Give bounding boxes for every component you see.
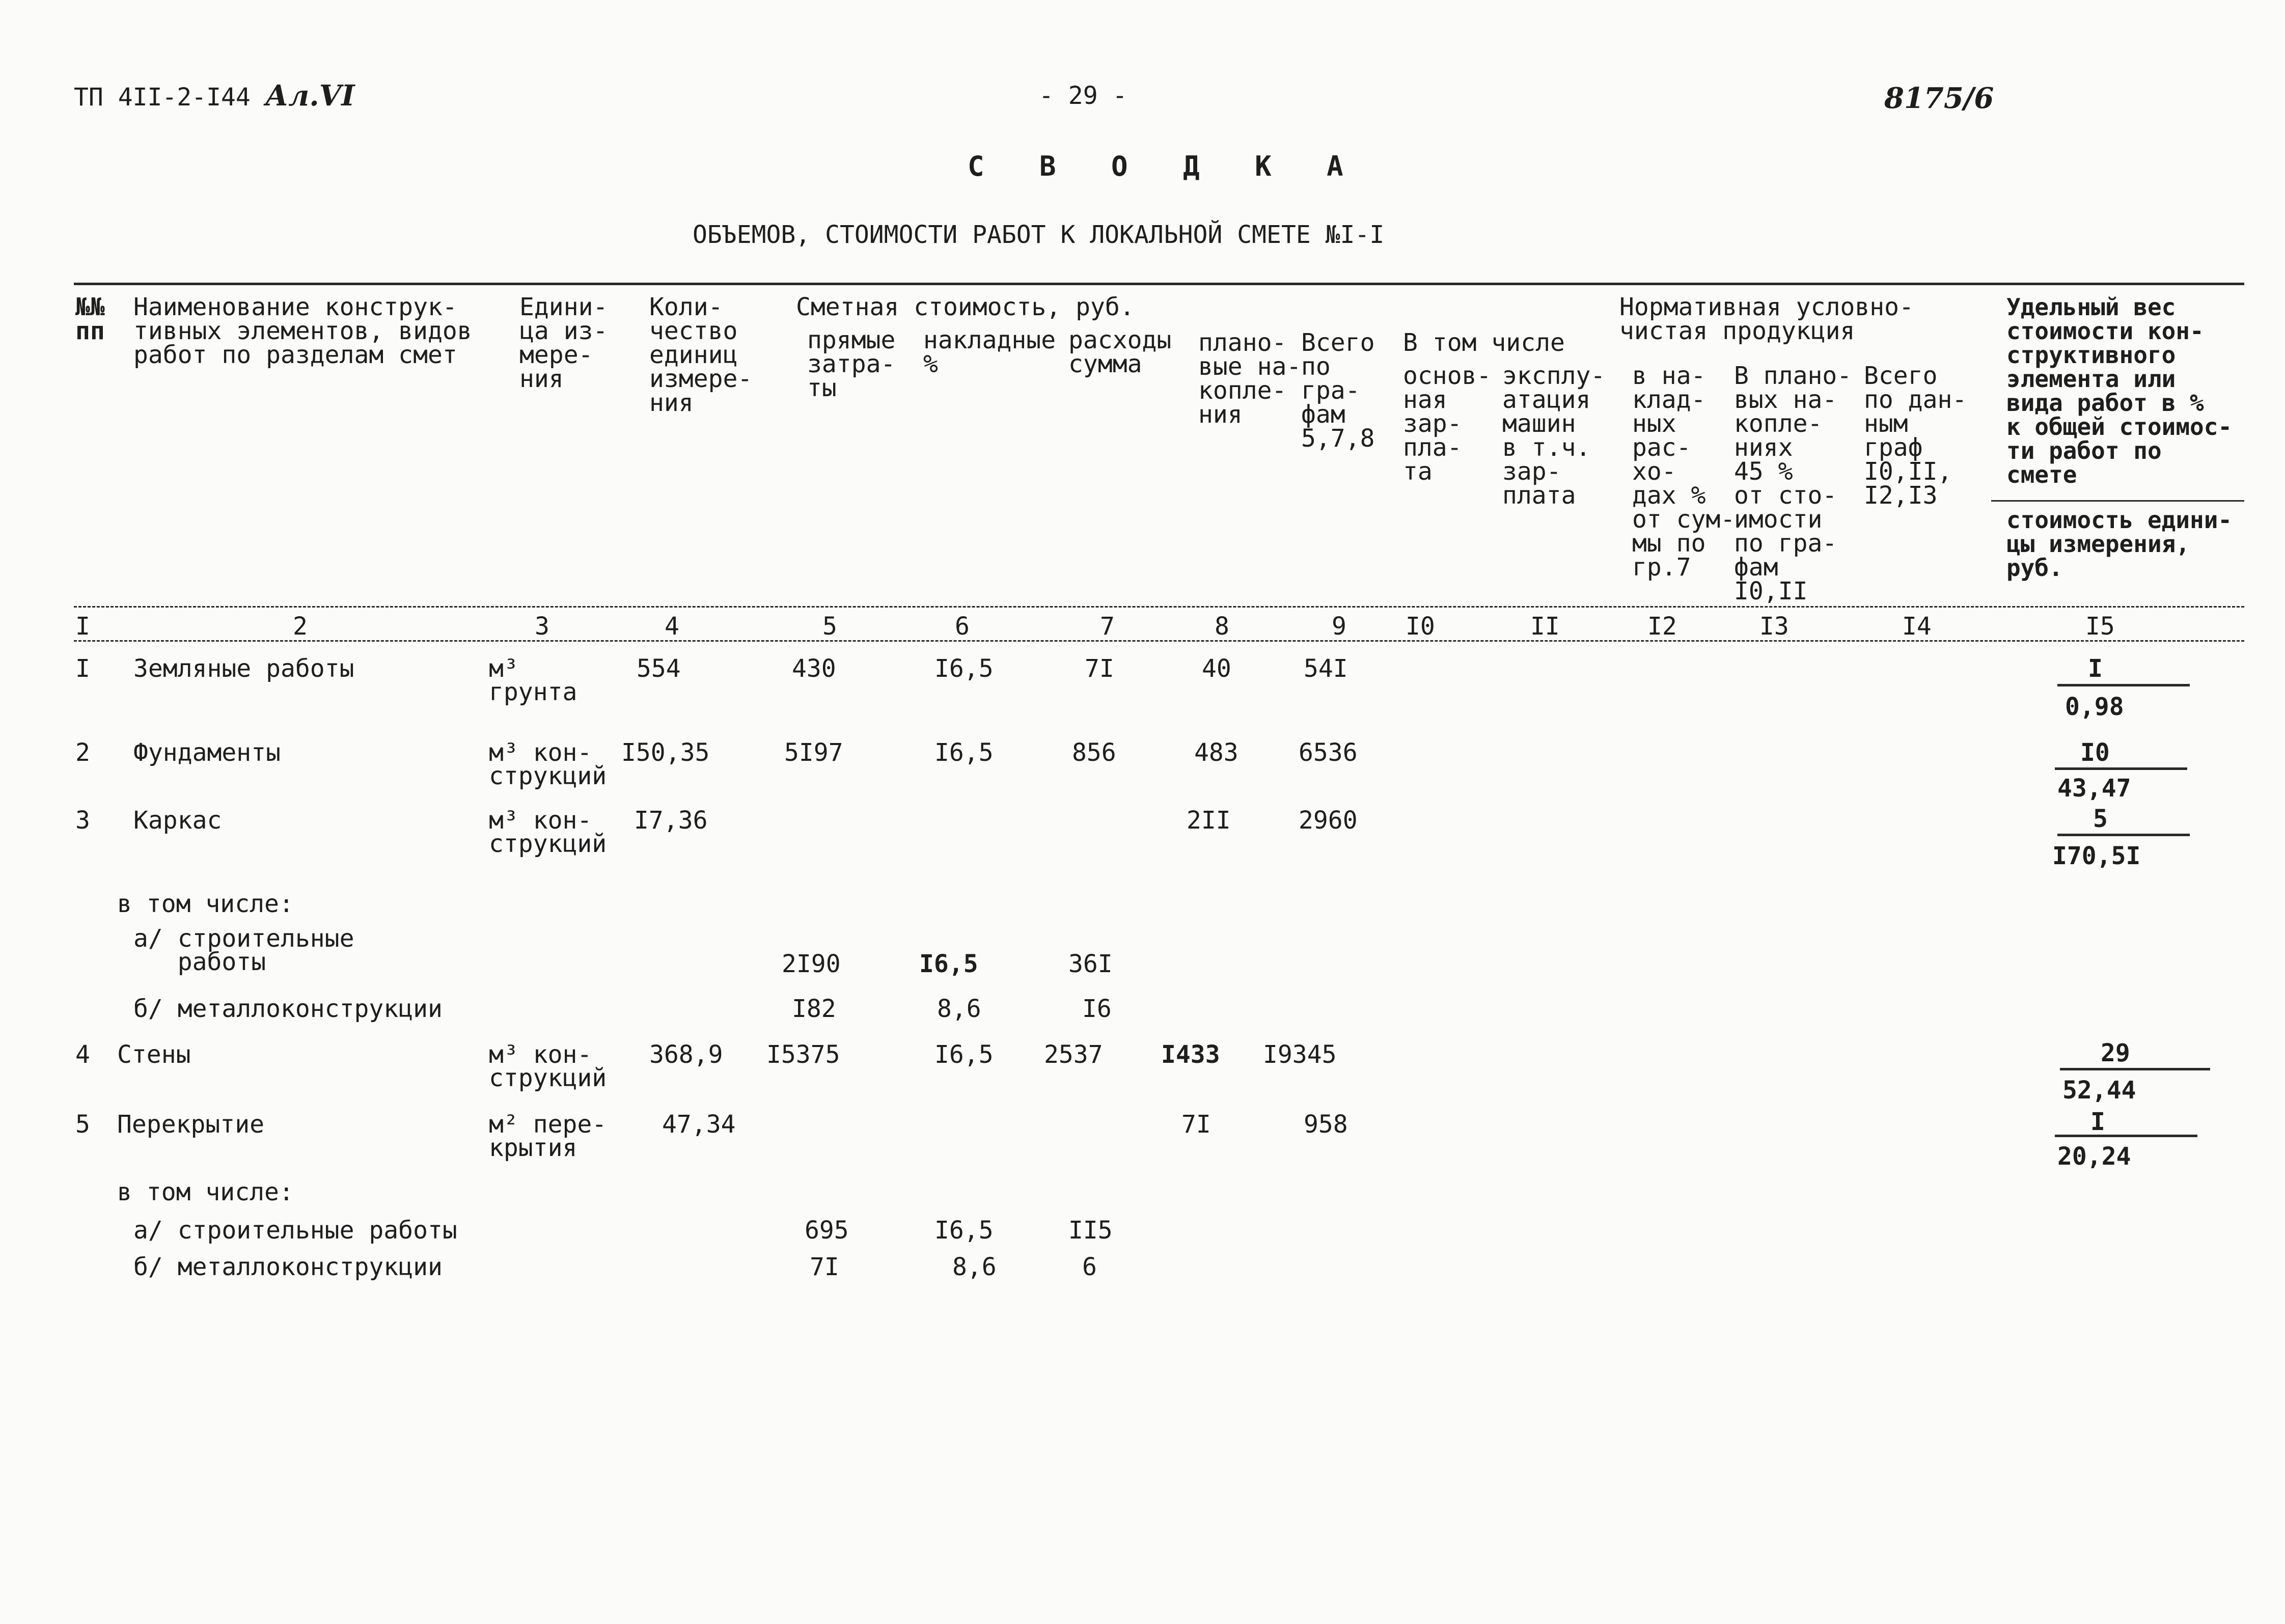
row-planned-savings: 2II (1187, 806, 1231, 835)
column-15-split-rule (1991, 500, 2244, 502)
row-total: I9345 (1263, 1040, 1337, 1069)
header-planned-savings: плано- вые на- копле- ния (1198, 328, 1302, 429)
row-quantity: 368,9 (649, 1040, 723, 1069)
row-direct-costs: 2I90 (782, 950, 841, 978)
colnum-3: 3 (535, 612, 549, 641)
row-overhead-sum: 6 (1082, 1253, 1097, 1281)
colnum-2: 2 (293, 612, 308, 641)
row-direct-costs: I82 (792, 995, 836, 1023)
row-overhead-sum: 2537 (1044, 1040, 1103, 1069)
row-unit-cost: 20,24 (2057, 1142, 2131, 1171)
row-overhead-percent: I6,5 (934, 1040, 994, 1069)
row-number: I (75, 654, 90, 683)
colnum-8: 8 (1215, 612, 1229, 641)
header-base-salary: основ- ная зар- пла- та (1403, 362, 1492, 486)
header-normative-planned: В плано- вых на- копле- ниях 45 % от сто- имости по гра- фам I0,II (1734, 362, 1852, 605)
archive-number: 8175/6 (1884, 81, 1994, 115)
row-overhead-percent: I6,5 (934, 654, 994, 683)
row-unit-cost: I70,5I (2052, 842, 2141, 870)
row-weight-percent: 29 (2101, 1039, 2130, 1067)
colnum-1: I (75, 612, 90, 641)
header-normative-group: Нормативная условно- чистая продукция (1619, 293, 1914, 345)
header-quantity: Коли- чество единиц измере- ния (649, 293, 753, 417)
row-unit: м³ кон- струкций (489, 1040, 607, 1092)
row-name: Каркас (133, 806, 222, 835)
row-planned-savings: I433 (1161, 1040, 1220, 1069)
header-machine-operation: эксплу- атация машин в т.ч. зар- плата (1502, 362, 1606, 510)
row-quantity: I7,36 (634, 806, 708, 835)
colnum-13: I3 (1759, 612, 1789, 641)
table-top-rule (74, 283, 2244, 285)
colnum-6: 6 (955, 612, 970, 641)
header-direct-costs: прямые затра- ты (807, 326, 896, 402)
row-weight-percent: 5 (2093, 805, 2108, 833)
row-name: б/ металлоконструкции (133, 1253, 443, 1281)
row-name: б/ металлоконструкции (133, 995, 443, 1023)
row-overhead-sum: I6 (1082, 995, 1112, 1023)
colnum-12: I2 (1647, 612, 1677, 641)
row-direct-costs: 695 (805, 1216, 849, 1245)
row-weight-percent: I0 (2080, 738, 2110, 767)
colnum-4: 4 (665, 612, 679, 641)
row-number: 4 (75, 1040, 90, 1069)
fraction-line (2057, 684, 2190, 686)
colnum-14: I4 (1902, 612, 1932, 641)
row-number: 2 (75, 738, 90, 767)
row-unit-cost: 52,44 (2062, 1076, 2136, 1105)
document-subtitle: ОБЪЕМОВ, СТОИМОСТИ РАБОТ К ЛОКАЛЬНОЙ СМЕТЕ №I-I (693, 221, 1385, 249)
header-including-group: В том числе (1403, 328, 1565, 357)
row-quantity: I50,35 (621, 738, 710, 767)
colnum-15: I5 (2085, 612, 2115, 641)
row-overhead-percent: I6,5 (934, 738, 994, 767)
row-overhead-sum: 856 (1072, 738, 1116, 767)
row-unit-cost: 43,47 (2057, 774, 2131, 803)
row-name: Земляные работы (133, 654, 354, 683)
row-overhead-percent: I6,5 (934, 1216, 994, 1245)
row-number: 5 (75, 1110, 90, 1139)
row-weight-percent: I (2090, 1108, 2105, 1136)
header-normative-overhead: в на- клад- ных рас- хо- дах % от сум- мы по гр.7 (1632, 362, 1736, 582)
row-name: Перекрытие (117, 1110, 264, 1139)
colnum-9: 9 (1332, 612, 1346, 641)
document-title: С В О Д К А (968, 150, 1363, 182)
header-unit: Едини- ца из- мере- ния (519, 293, 608, 393)
header-unit-cost: стоимость едини- цы измерения, руб. (2006, 506, 2233, 582)
row-planned-savings: 7I (1181, 1110, 1211, 1139)
header-overhead-sum: расходы сумма (1068, 326, 1172, 378)
row-direct-costs: 5I97 (784, 738, 843, 767)
row-direct-costs: 7I (810, 1253, 839, 1281)
document-code-handwritten: Ал.VI (265, 79, 355, 113)
row-direct-costs: 430 (792, 654, 836, 683)
row-name: а/ строительные работы (133, 1216, 457, 1245)
row-planned-savings: 483 (1194, 738, 1238, 767)
row-unit: м³ кон- струкций (489, 806, 607, 858)
row-unit-cost: 0,98 (2065, 693, 2124, 721)
fraction-line (2060, 1068, 2210, 1070)
row-weight-percent: I (2088, 654, 2103, 683)
row-direct-costs: I5375 (766, 1040, 840, 1069)
colnum-10: I0 (1406, 612, 1435, 641)
header-row-number: №№ пп (75, 293, 105, 345)
colnum-7: 7 (1100, 612, 1115, 641)
header-bottom-rule (74, 606, 2244, 608)
row-total: 2960 (1299, 806, 1358, 835)
header-element-name: Наименование конструк- тивных элементов, видов работ по разделам смет (133, 293, 472, 369)
fraction-line (2055, 767, 2187, 770)
row-overhead-sum: II5 (1068, 1216, 1113, 1245)
row-total: 6536 (1299, 738, 1358, 767)
row-overhead-sum: 36I (1068, 950, 1113, 978)
page-number: - 29 - (1039, 81, 1127, 110)
row-total: 958 (1304, 1110, 1348, 1139)
header-cost-group: Сметная стоимость, руб. (796, 293, 1135, 321)
row-name: Стены (117, 1040, 191, 1069)
row-name: а/ строительные работы (133, 924, 354, 976)
header-specific-weight: Удельный вес стоимости кон- структивного элемента или вида работ в % к общей стоимос- ти работ по смете (2006, 293, 2233, 488)
header-normative-total: Всего по дан- ным граф I0,II, I2,I3 (1864, 362, 1967, 510)
colnum-5: 5 (822, 612, 837, 641)
row-overhead-percent: 8,6 (952, 1253, 997, 1281)
colnum-11: II (1530, 612, 1560, 641)
subsection-label: в том числе: (117, 890, 294, 918)
row-unit: м³ кон- струкций (489, 738, 607, 790)
row-quantity: 554 (637, 654, 681, 683)
row-overhead-percent: I6,5 (919, 950, 978, 978)
row-total: 54I (1304, 654, 1348, 683)
row-number: 3 (75, 806, 90, 835)
header-overhead-percent: накладные % (923, 326, 1056, 378)
fraction-line (2057, 834, 2190, 836)
row-overhead-percent: 8,6 (937, 995, 981, 1023)
document-code: ТП 4II-2-I44 Ал.VI (74, 79, 355, 113)
row-unit: м² пере- крытия (489, 1110, 607, 1162)
fraction-line (2055, 1135, 2197, 1137)
row-quantity: 47,34 (662, 1110, 736, 1139)
row-name: Фундаменты (133, 738, 281, 767)
row-overhead-sum: 7I (1085, 654, 1114, 683)
header-total-cols-5-7-8: Всего по гра- фам 5,7,8 (1301, 328, 1375, 453)
subsection-label: в том числе: (117, 1178, 294, 1206)
row-unit: м³ грунта (489, 654, 577, 706)
row-planned-savings: 40 (1202, 654, 1231, 683)
